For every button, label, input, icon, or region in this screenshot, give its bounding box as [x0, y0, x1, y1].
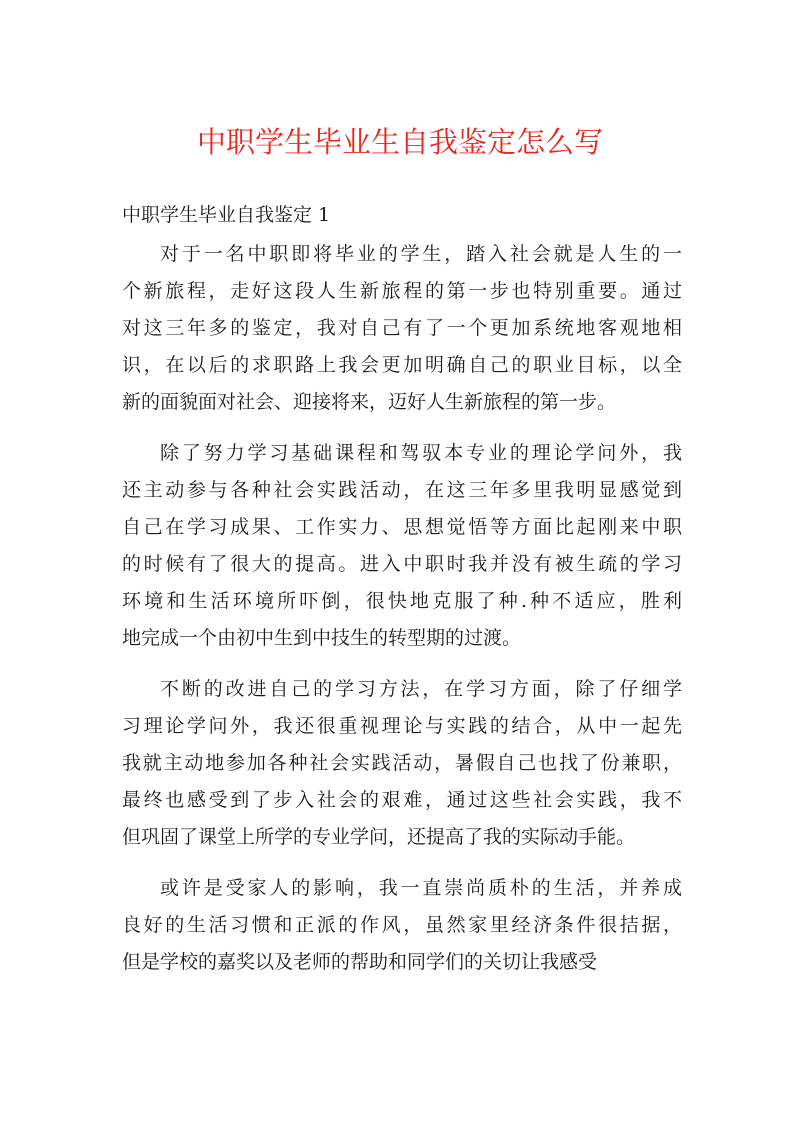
text-line: 新的面貌面对社会、迎接将来，迈好人生新旅程的第一步。 — [122, 391, 617, 413]
paragraph-2 — [122, 435, 682, 657]
text-line: 除了努力学习基础课程和驾驭本专业的理论学问外，我 — [160, 442, 682, 464]
text-line: 对这三年多的鉴定，我对自己有了一个更加系统地客观地相 — [122, 317, 682, 339]
text-line: 不断的改进自己的学习方法，在学习方面，除了仔细学 — [160, 678, 682, 700]
text-line: 个新旅程，走好这段人生新旅程的第一步也特别重要。通过 — [122, 280, 682, 302]
text-line: 但巩固了课堂上所学的专业学问，还提高了我的实际动手能。 — [122, 826, 636, 848]
text-line: 识，在以后的求职路上我会更加明确自己的职业目标，以全 — [122, 354, 682, 376]
text-line: 良好的生活习惯和正派的作风，虽然家里经济条件很拮据， — [122, 914, 682, 936]
paragraph-1 — [122, 236, 682, 421]
text-line: 对于一名中职即将毕业的学生，踏入社会就是人生的一 — [160, 243, 682, 265]
document-title: 中职学生毕业生自我鉴定怎么写 — [196, 125, 603, 159]
text-line: 但是学校的嘉奖以及老师的帮助和同学们的关切让我感受 — [122, 951, 598, 973]
text-line: 还主动参与各种社会实践活动，在这三年多里我明显感觉到 — [122, 479, 682, 501]
text-line: 地完成一个由初中生到中技生的转型期的过渡。 — [122, 627, 522, 649]
text-line: 我就主动地参加各种社会实践活动，暑假自己也找了份兼职， — [122, 752, 682, 774]
paragraph-4 — [122, 870, 682, 981]
text-line: 的时候有了很大的提高。进入中职时我并没有被生疏的学习 — [122, 553, 682, 575]
text-line: 或许是受家人的影响，我一直崇尚质朴的生活，并养成 — [160, 877, 682, 899]
text-line: 最终也感受到了步入社会的艰难，通过这些社会实践，我不 — [122, 789, 682, 811]
text-line: 自己在学习成果、工作实力、思想觉悟等方面比起刚来中职 — [122, 516, 682, 538]
text-line: 习理论学问外，我还很重视理论与实践的结合，从中一起先 — [122, 715, 682, 737]
paragraph-3 — [122, 671, 682, 856]
document-body — [122, 236, 682, 995]
section-heading: 中职学生毕业自我鉴定 1 — [122, 204, 331, 226]
text-line: 环境和生活环境所吓倒，很快地克服了种.种不适应，胜利 — [122, 590, 682, 612]
